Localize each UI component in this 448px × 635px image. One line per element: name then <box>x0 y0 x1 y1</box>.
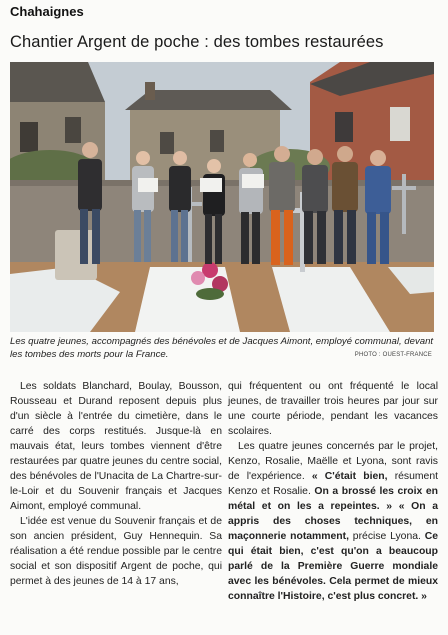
article-photo <box>10 62 434 332</box>
paragraph: qui fréquentent ou ont fréquenté le local jeunes, de travailler trois heures par jour sur une courte période, pendant les vacances scolaires. <box>228 381 438 437</box>
photo-caption: Les quatre jeunes, accompagnés des bénévoles et de Jacques Aimont, employé communal, devant les tombes des morts pour la France. <box>10 336 434 360</box>
paragraph: L'idée est venue du Souvenir français et de son ancien président, Guy Hennequin. Sa réalisation a été rendue possible par le centre social et son dispositif Argent de poche, qui permet à des jeunes de 14 à 17 ans, <box>10 516 222 587</box>
paragraph: Les soldats Blanchard, Boulay, Bousson, Rousseau et Durand reposent depuis plus d'un siècle à l'entrée du cimetière, dans le carré des corps restitués. Jusque-là en mauvais état, leurs tombes viennent d'être restaurées par quatre jeunes du centre social, des bénévoles de l'Unacita de La Chartre-sur-le-Loir et du Souvenir français et Jacques Aimont, employé communal. <box>10 381 222 512</box>
article-column-1 <box>10 379 222 589</box>
quote: « C'était bien, <box>311 471 388 482</box>
locality-heading: Chahaignes <box>10 4 84 19</box>
article-column-2 <box>228 379 438 604</box>
article-title: Chantier Argent de poche : des tombes restaurées <box>10 33 384 51</box>
cemetery-group-photo <box>10 62 434 332</box>
quote-attribution: précise Lyona. <box>349 531 425 542</box>
paragraph-quotes <box>228 439 438 604</box>
photo-credit: PHOTO : OUEST-FRANCE <box>354 352 432 358</box>
quote: On a brossé les croix en métal et on les a repeintes. » « On a appris des choses techniques, en maçonnerie notamment, <box>228 486 439 542</box>
quote: Ce qui était bien, c'est qu'on a beaucoup parlé de la Première Guerre mondiale avec les bénévoles. Cela permet de mieux connaître l'Histoire, c'est plus concret. » <box>228 531 438 602</box>
quote-attribution: résument Kenzo et Rosalie. <box>228 471 439 497</box>
paragraph-intro: Les quatre jeunes concernés par le projet, Kenzo, Rosalie, Maëlle et Lyona, sont ravis de l'expérience. <box>228 441 438 482</box>
